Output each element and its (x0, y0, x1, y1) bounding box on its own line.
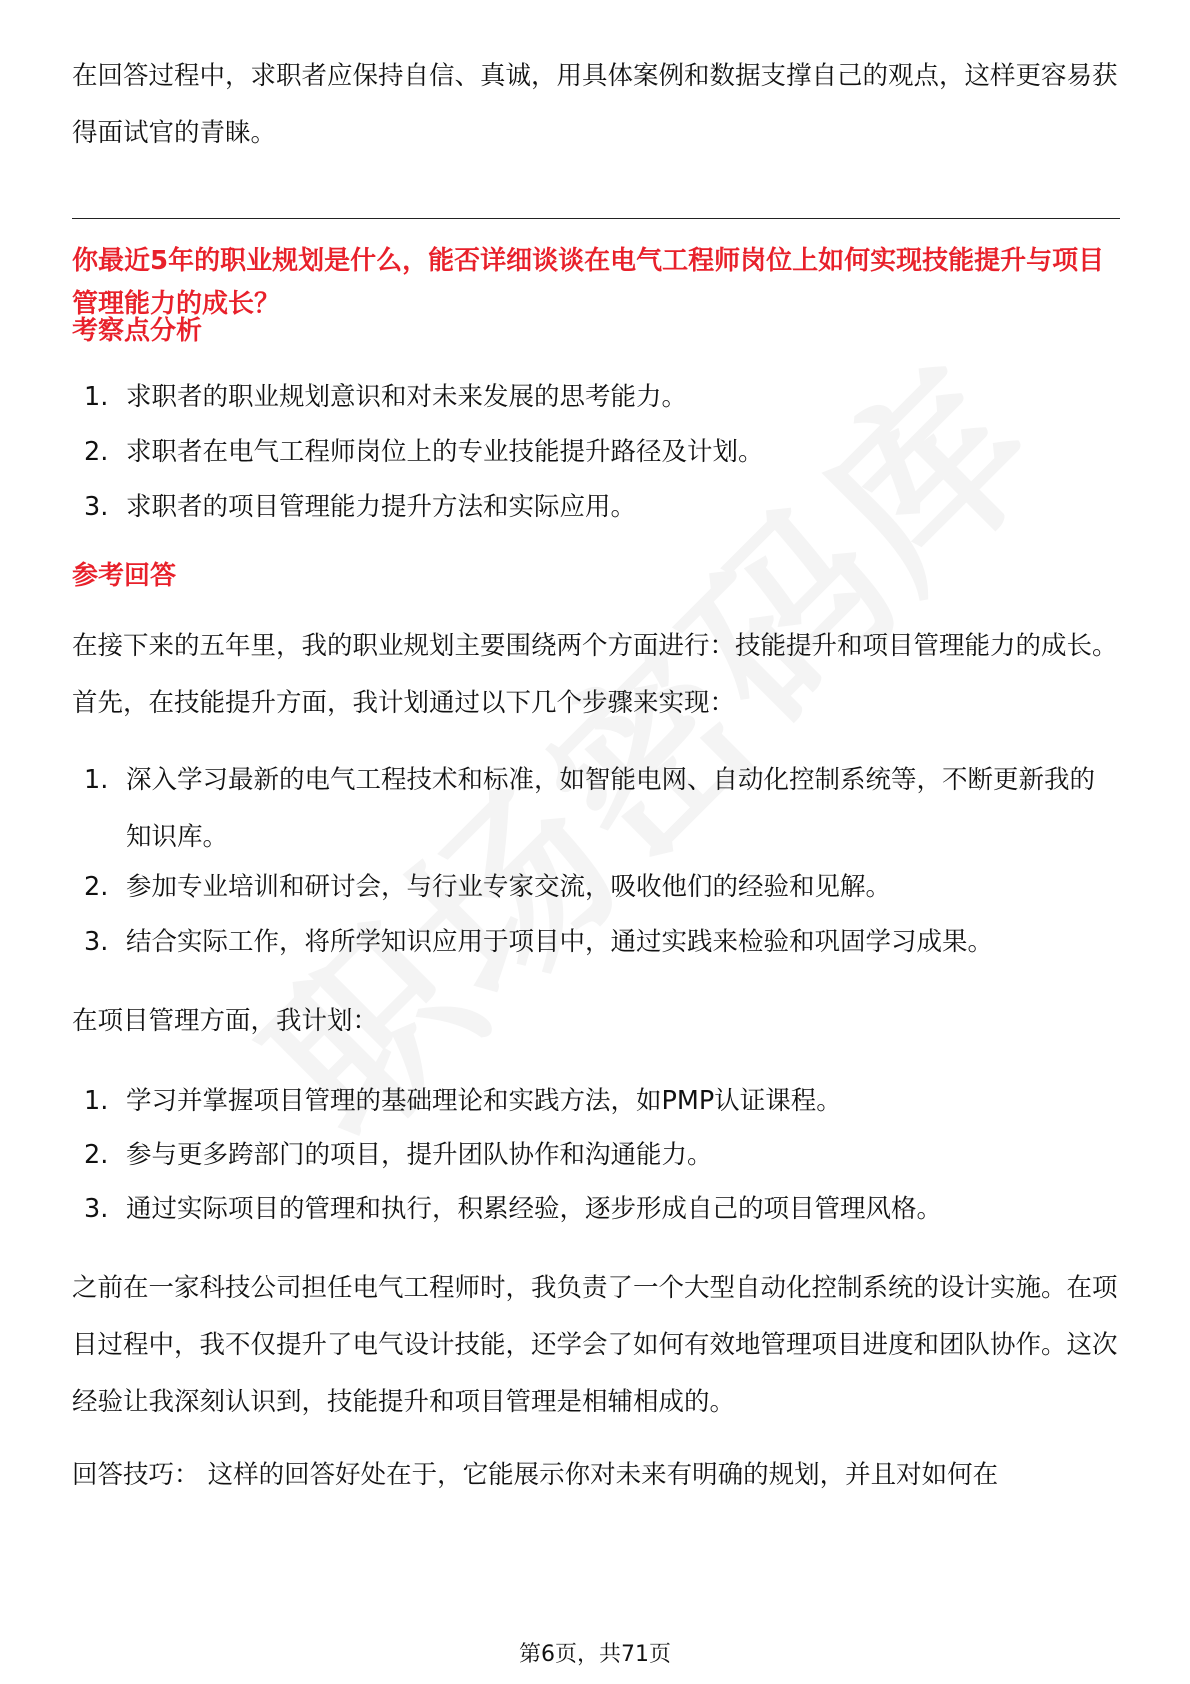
skill-item (84, 859, 1120, 916)
section-divider (72, 218, 1120, 219)
list-text: 求职者的项目管理能力提升方法和实际应用。 (126, 492, 637, 522)
analysis-item (84, 479, 1120, 536)
answer-intro: 在接下来的五年里，我的职业规划主要围绕两个方面进行：技能提升和项目管理能力的成长。首先，在技能提升方面，我计划通过以下几个步骤来实现： (72, 631, 1118, 718)
analysis-item (84, 424, 1120, 481)
list-number: 2. (84, 437, 109, 467)
list-number: 3. (84, 1194, 109, 1224)
experience-paragraph: 之前在一家科技公司担任电气工程师时，我负责了一个大型自动化控制系统的设计实施。在项目过程中，我不仅提升了电气设计技能，还学会了如何有效地管理项目进度和团队协作。这次经验让我深刻认识到，技能提升和项目管理是相辅相成的。 (72, 1273, 1118, 1417)
answer-tip: 回答技巧： 这样的回答好处在于，它能展示你对未来有明确的规划，并且对如何在 (72, 1460, 999, 1490)
skill-item (84, 914, 1120, 971)
pm-item (84, 1073, 1120, 1130)
list-number: 1. (84, 765, 109, 795)
pm-item (84, 1181, 1120, 1238)
list-text: 深入学习最新的电气工程技术和标准，如智能电网、自动化控制系统等，不断更新我的知识库。 (126, 765, 1096, 852)
skill-item (84, 752, 1120, 866)
page-number: 第6页，共71页 (519, 1642, 671, 1667)
analysis-heading: 考察点分析 (72, 316, 203, 346)
analysis-item (84, 369, 1120, 426)
list-number: 1. (84, 1086, 109, 1116)
list-text: 通过实际项目的管理和执行，积累经验，逐步形成自己的项目管理风格。 (126, 1194, 943, 1224)
question-title: 你最近5年的职业规划是什么，能否详细谈谈在电气工程师岗位上如何实现技能提升与项目管理能力的成长？ (72, 246, 1105, 319)
list-number: 1. (84, 382, 109, 412)
list-number: 3. (84, 492, 109, 522)
list-text: 结合实际工作，将所学知识应用于项目中，通过实践来检验和巩固学习成果。 (126, 927, 994, 957)
list-number: 2. (84, 872, 109, 902)
list-number: 2. (84, 1140, 109, 1170)
list-text: 参加专业培训和研讨会，与行业专家交流，吸收他们的经验和见解。 (126, 872, 892, 902)
list-text: 求职者的职业规划意识和对未来发展的思考能力。 (126, 382, 688, 412)
pm-intro: 在项目管理方面，我计划： (72, 1006, 379, 1036)
list-text: 学习并掌握项目管理的基础理论和实践方法，如PMP认证课程。 (126, 1086, 842, 1116)
list-text: 求职者在电气工程师岗位上的专业技能提升路径及计划。 (126, 437, 764, 467)
answer-heading: 参考回答 (72, 561, 177, 591)
pm-item (84, 1127, 1120, 1184)
list-text: 参与更多跨部门的项目，提升团队协作和沟通能力。 (126, 1140, 713, 1170)
list-number: 3. (84, 927, 109, 957)
intro-paragraph: 在回答过程中，求职者应保持自信、真诚，用具体案例和数据支撑自己的观点，这样更容易获得面试官的青睐。 (72, 61, 1118, 148)
